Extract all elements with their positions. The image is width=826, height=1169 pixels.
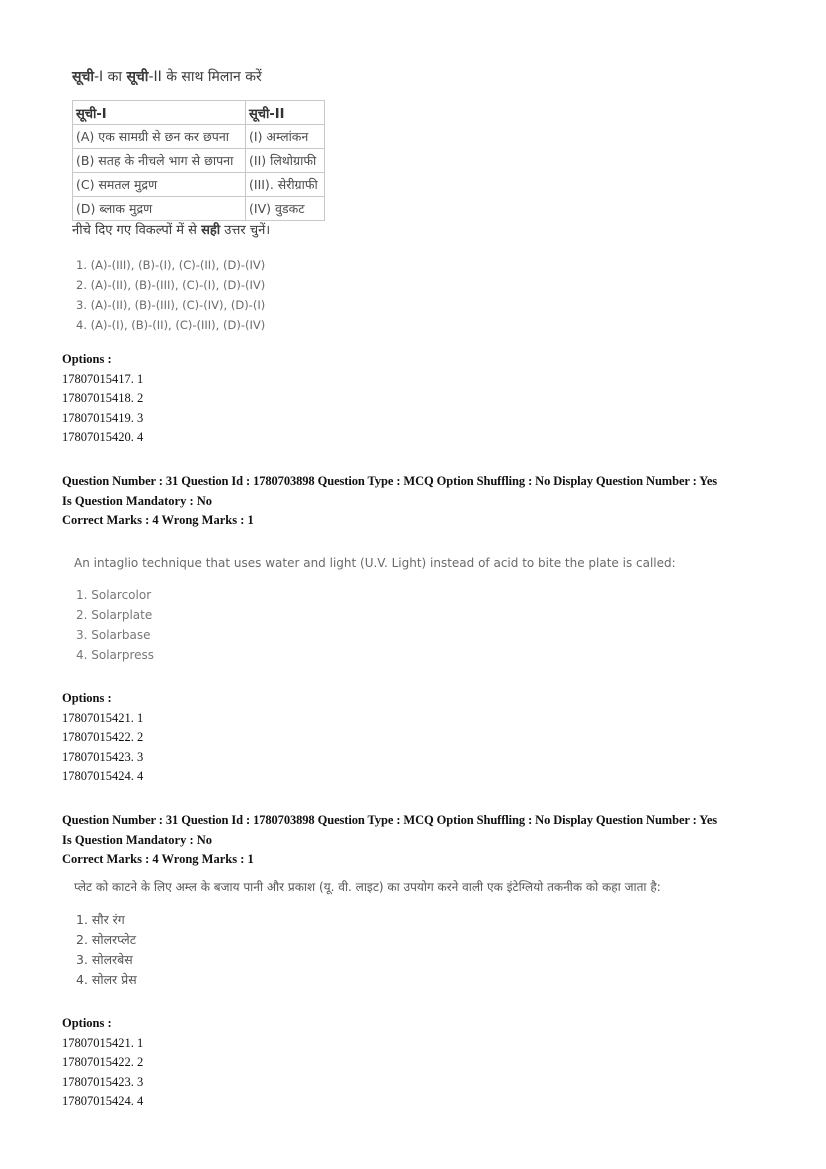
options-block-3 [62,1014,143,1112]
option-item: 17807015419. 3 [62,410,144,425]
table-cell: (B) सतह के नीचले भाग से छापना [73,149,246,173]
title-part: सूची [72,69,94,85]
table-header-list2: सूची-II [246,101,325,125]
option-item: 17807015418. 2 [62,391,144,405]
option-item: 17807015417. 1 [62,371,144,386]
choice-item: 2. (A)-(II), (B)-(III), (C)-(I), (D)-(IV) [76,278,266,292]
option-item: 17807015421. 1 [62,710,144,725]
options-label: Options : [62,691,112,705]
table-row [73,173,325,197]
table-cell: (D) ब्लाक मुद्रण [73,197,246,221]
instruction-part: उत्तर चुनें। [220,223,271,238]
choice-item: 4. Solarpress [76,648,155,662]
question-title [72,66,372,94]
question-image-english [74,553,694,665]
choice-item: 2. Solarplate [76,608,153,622]
question-meta-2 [62,472,717,531]
title-part: -I का [93,69,127,85]
table-cell: (II) लिथोग्राफी [246,149,325,173]
choice-list [76,585,694,665]
instruction-text [72,221,372,243]
match-table [72,100,325,221]
choice-item: 3. Solarbase [76,628,151,642]
marks-line: Correct Marks : 4 Wrong Marks : 1 [62,852,254,866]
instruction-part: सही [201,223,221,238]
question-meta-line: Question Number : 31 Question Id : 1780703898 Question Type : MCQ Option Shuffling : No Display Question Number : Yes [62,813,718,827]
marks-line: Correct Marks : 4 Wrong Marks : 1 [62,513,254,527]
choice-item: 2. सोलरप्लेट [76,932,137,947]
choice-item: 1. Solarcolor [76,588,152,602]
table-header-row [73,101,325,125]
table-cell: (IV) वुडकट [246,197,325,221]
option-item: 17807015424. 4 [62,769,144,783]
choice-item: 3. (A)-(II), (B)-(III), (C)-(IV), (D)-(I) [76,298,266,312]
choice-item: 4. (A)-(I), (B)-(II), (C)-(III), (D)-(IV) [76,318,266,332]
options-label: Options : [62,352,112,366]
choice-list [76,910,764,990]
option-item: 17807015424. 4 [62,1094,144,1108]
choice-list [76,255,372,335]
option-item: 17807015421. 1 [62,1035,144,1050]
question-text: प्लेट को काटने के लिए अम्ल के बजाय पानी और प्रकाश (यू. वी. लाइट) का उपयोग करने वाली एक इंटेग्लियो तकनीक को कहा जाता है: [74,880,661,894]
question-mandatory-line: Is Question Mandatory : No [62,493,213,508]
question-text: An intaglio technique that uses water and light (U.V. Light) instead of acid to bite the plate is called: [74,556,676,570]
option-item: 17807015423. 3 [62,749,144,764]
instruction-part: नीचे दिए गए विकल्पों में से [72,223,202,238]
option-item: 17807015420. 4 [62,430,144,444]
table-row [73,197,325,221]
table-row [73,149,325,173]
choice-item: 1. सौर रंग [76,912,125,927]
table-row [73,125,325,149]
choice-item: 3. सोलरबेस [76,952,133,967]
title-part: -II के साथ मिलान करें [148,69,262,85]
table-cell: (III). सेरीग्राफी [246,173,325,197]
options-block-1 [62,350,143,448]
table-header-list1: सूची-I [73,101,246,125]
options-label: Options : [62,1016,112,1030]
question-image-matching [72,66,372,335]
choice-item: 1. (A)-(III), (B)-(I), (C)-(II), (D)-(IV) [76,258,266,272]
question-meta-3 [62,811,717,870]
question-meta-line: Question Number : 31 Question Id : 1780703898 Question Type : MCQ Option Shuffling : No Display Question Number : Yes [62,474,718,488]
table-cell: (C) समतल मुद्रण [73,173,246,197]
option-item: 17807015423. 3 [62,1074,144,1089]
options-block-2 [62,689,143,787]
option-item: 17807015422. 2 [62,1055,144,1069]
option-item: 17807015422. 2 [62,730,144,744]
question-image-hindi [74,876,764,990]
title-part: सूची [126,69,149,85]
choice-item: 4. सोलर प्रेस [76,972,137,987]
table-cell: (I) अम्लांकन [246,125,325,149]
question-mandatory-line: Is Question Mandatory : No [62,832,213,847]
table-cell: (A) एक सामग्री से छन कर छपना [73,125,246,149]
